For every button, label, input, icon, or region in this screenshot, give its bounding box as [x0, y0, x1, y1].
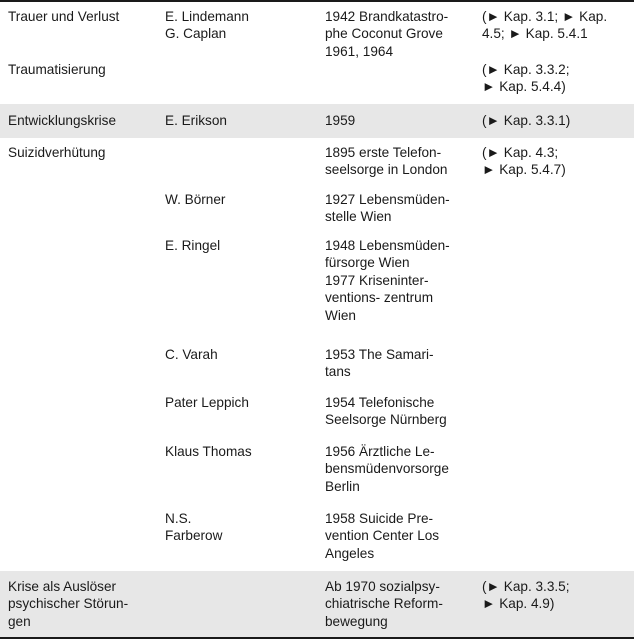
- table-cell-persons: E. Lindemann G. Caplan: [165, 9, 249, 42]
- table-cell-refs: (► Kap. 3.1; ► Kap. 4.5; ► Kap. 5.4.1: [482, 9, 608, 42]
- table-cell-topic: Trauer und Verlust: [8, 9, 120, 24]
- table-cell-persons: N.S. Farberow: [165, 511, 223, 544]
- table-bottom-rule: [0, 637, 634, 639]
- table-cell-events: 1958 Suicide Pre- vention Center Los Angeles: [325, 511, 440, 561]
- table-cell-refs: (► Kap. 3.3.2; ► Kap. 5.4.4): [482, 62, 570, 95]
- table-cell-persons: W. Börner: [165, 192, 226, 207]
- table-cell-events: 1942 Brandkatastro- phe Coconut Grove 1961, 1964: [325, 9, 449, 59]
- table-cell-persons: C. Varah: [165, 347, 218, 362]
- table-cell-persons: E. Erikson: [165, 113, 227, 128]
- table-cell-events: Ab 1970 sozialpsy- chiatrische Reform- bewegung: [325, 579, 443, 629]
- table-cell-topic: Entwicklungskrise: [8, 113, 117, 128]
- table-cell-events: 1959: [325, 113, 356, 128]
- table-cell-refs: (► Kap. 3.3.5; ► Kap. 4.9): [482, 579, 570, 612]
- table-cell-refs: (► Kap. 4.3; ► Kap. 5.4.7): [482, 145, 566, 178]
- table-cell-events: 1895 erste Telefon- seelsorge in London: [325, 145, 448, 178]
- table-cell-events: 1948 Lebensmüden- fürsorge Wien 1977 Kriseninter- ventions- zentrum Wien: [325, 238, 450, 323]
- table-cell-persons: Pater Leppich: [165, 395, 249, 410]
- table-cell-persons: E. Ringel: [165, 238, 221, 253]
- table-cell-events: 1956 Ärztliche Le- bensmüdenvorsorge Berlin: [325, 444, 449, 494]
- table-cell-topic: Krise als Auslöser psychischer Störun- gen: [8, 579, 129, 629]
- table-cell-persons: Klaus Thomas: [165, 444, 252, 459]
- table-cell-events: 1953 The Samari- tans: [325, 347, 434, 380]
- table-cell-topic: Suizidverhütung: [8, 145, 106, 160]
- table-cell-events: 1954 Telefonische Seelsorge Nürnberg: [325, 395, 447, 428]
- table-cell-topic: Traumatisierung: [8, 62, 106, 77]
- table-cell-events: 1927 Lebensmüden- stelle Wien: [325, 192, 450, 225]
- table-top-rule: [0, 0, 634, 2]
- table-cell-refs: (► Kap. 3.3.1): [482, 113, 571, 128]
